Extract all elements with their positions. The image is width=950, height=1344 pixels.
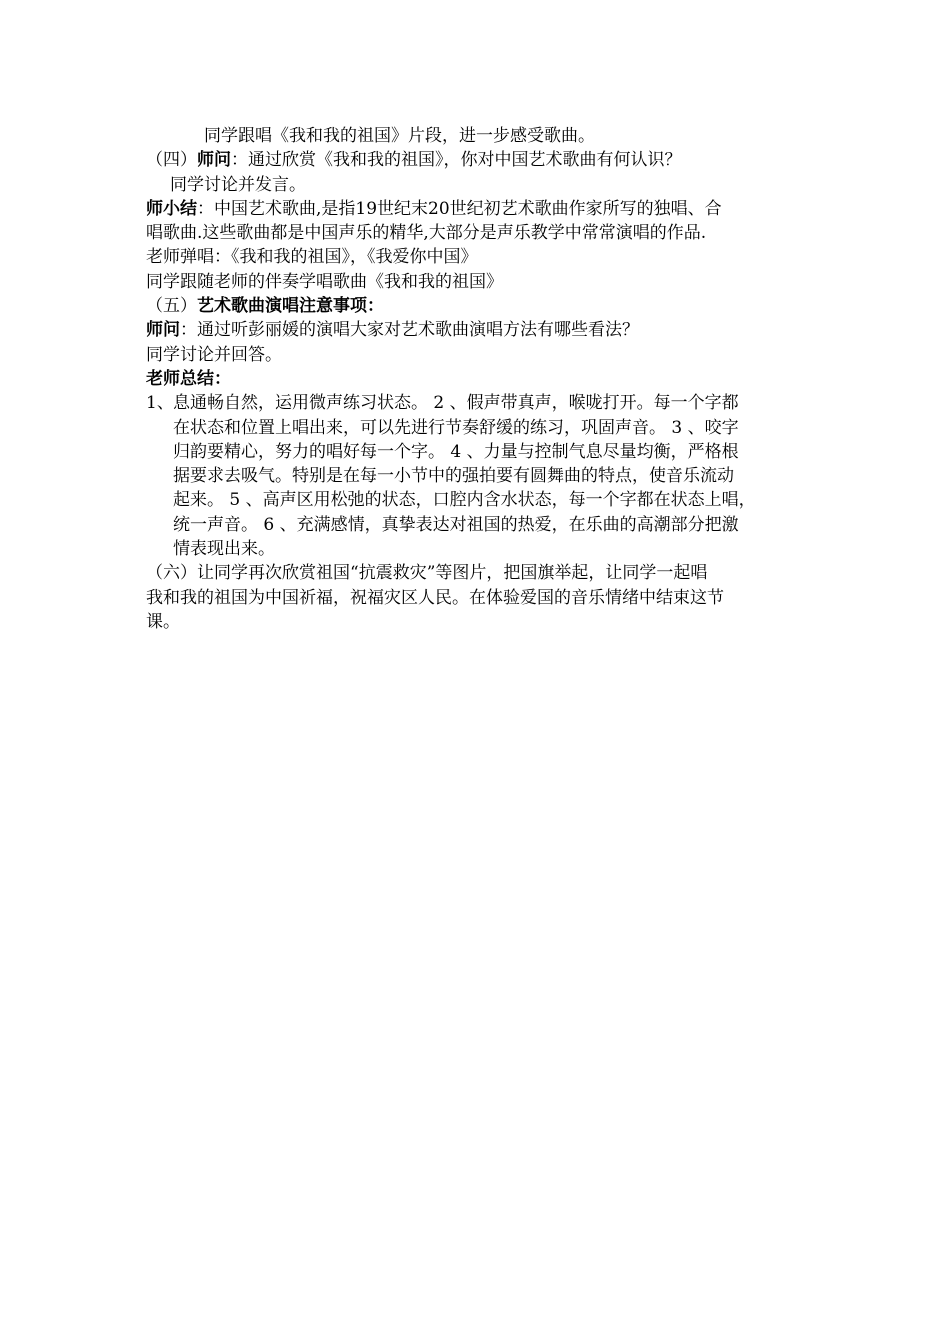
text-line: 息通畅自然，运用微声练习状态。 2 、假声带真声，喉咙打开。每一个字都 — [173, 393, 739, 414]
section-number: （五） — [146, 296, 197, 317]
text-line: 统一声音。 6 、充满感情，真挚表达对祖国的热爱，在乐曲的高潮部分把激 — [173, 514, 739, 535]
text-line: 情表现出来。 — [173, 539, 275, 560]
text-line: 老师弹唱：《我和我的祖国》，《我爱你中国》 — [146, 247, 478, 268]
section-four-heading — [146, 148, 816, 172]
numbered-list-item — [146, 391, 816, 561]
document-body — [146, 124, 816, 634]
text-line: 同学跟唱《我和我的祖国》片段，进一步感受歌曲。 — [204, 126, 595, 146]
text-line: 同学跟随老师的伴奏学唱歌曲《我和我的祖国》 — [146, 271, 503, 292]
list-item-body — [146, 391, 816, 561]
text-run: ：中国艺术歌曲,是指19世纪末20世纪初艺术歌曲作家所写的独唱、合 — [197, 198, 722, 219]
text-line: 我和我的祖国为中国祈福，祝福灾区人民。在体验爱国的音乐情绪中结束这节 — [146, 587, 724, 608]
text-line: 起来。 5 、高声区用松弛的状态，口腔内含水状态，每一个字都在状态上唱， — [173, 490, 756, 511]
text-run: ：通过欣赏《我和我的祖国》，你对中国艺术歌曲有何认识？ — [231, 150, 682, 171]
text-line: 在状态和位置上唱出来，可以先进行节奏舒缓的练习，巩固声音。 3 、咬字 — [173, 417, 739, 438]
text-line: 同学讨论并回答。 — [146, 344, 282, 365]
list-number: 1、 — [146, 393, 174, 414]
section-five-heading — [146, 294, 816, 318]
bold-label: 师问 — [197, 150, 231, 171]
text-run: ：通过听彭丽媛的演唱大家对艺术歌曲演唱方法有哪些看法？ — [180, 320, 639, 341]
text-line: 同学讨论并发言。 — [170, 174, 306, 195]
question-line — [146, 318, 816, 342]
bold-label: 老师总结： — [146, 368, 231, 389]
section-number: （四） — [146, 150, 197, 171]
text-line: 归韵要精心，努力的唱好每一个字。 4 、力量与控制气息尽量均衡，严格根 — [173, 441, 739, 462]
bold-label: 艺术歌曲演唱注意事项： — [197, 296, 384, 317]
text-line: 据要求去吸气。特别是在每一小节中的强拍要有圆舞曲的特点，使音乐流动 — [173, 466, 734, 487]
bold-label: 师问 — [146, 320, 180, 341]
text-line: 唱歌曲.这些歌曲都是中国声乐的精华,大部分是声乐教学中常常演唱的作品. — [146, 223, 707, 244]
text-line: 课。 — [146, 611, 180, 632]
text-line: （六）让同学再次欣赏祖国“抗震救灾”等图片，把国旗举起，让同学一起唱 — [146, 563, 708, 584]
bold-label: 师小结 — [146, 198, 197, 219]
summary-line — [146, 197, 816, 221]
